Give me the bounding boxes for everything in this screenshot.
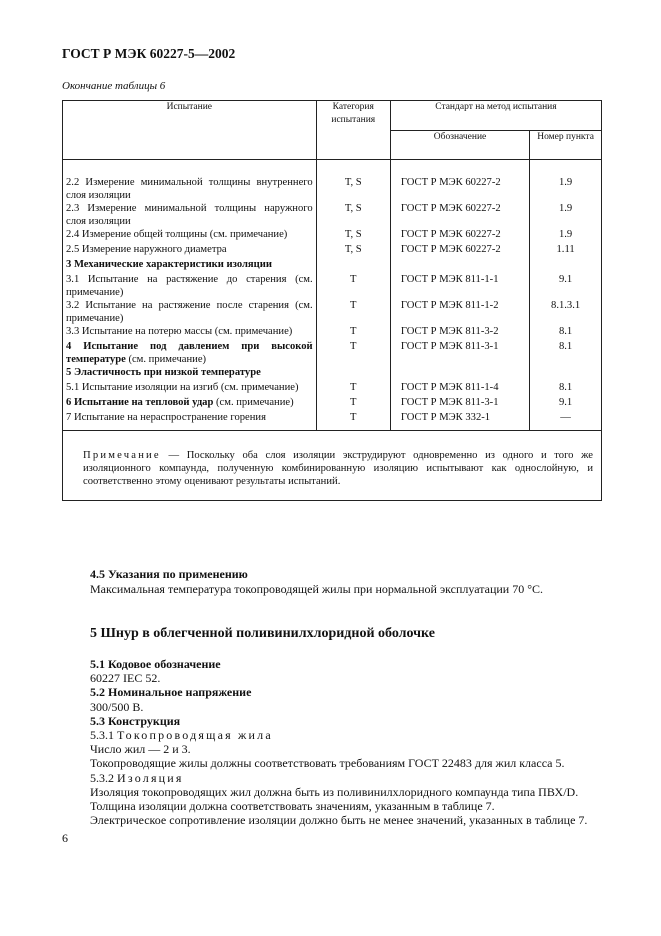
table-row xyxy=(63,381,602,396)
section-4-5 xyxy=(90,567,600,597)
cell-test: 5 Эластичность при низкой температуре xyxy=(63,366,317,381)
cell-clause: 8.1.3.1 xyxy=(530,299,602,325)
cell-test: 3.1 Испытание на растяжение до старения (см. примечание) xyxy=(63,273,317,299)
cell-test: 2.5 Измерение наружного диаметра xyxy=(63,243,317,258)
table-row xyxy=(63,228,602,243)
cell-test: 2.3 Измерение минимальной толщины наружного слоя изоляции xyxy=(63,202,317,228)
cell-test-bold: 6 Испытание на тепловой удар xyxy=(66,397,214,408)
document-header: ГОСТ Р МЭК 60227-5—2002 xyxy=(62,46,236,61)
section-4-5-title: 4.5 Указания по применению xyxy=(90,567,248,581)
cell-clause: 9.1 xyxy=(530,396,602,411)
h-5-3-1-num: 5.3.1 xyxy=(90,728,117,743)
cell-category: T xyxy=(316,273,390,299)
h-5-3-1 xyxy=(90,728,600,742)
table-body xyxy=(63,176,602,426)
header-category: Категория испытания xyxy=(316,101,390,160)
cell-clause: 8.1 xyxy=(530,381,602,396)
cell-category: T xyxy=(316,340,390,366)
cell-designation: ГОСТ Р МЭК 60227-2 xyxy=(390,176,529,202)
table-row xyxy=(63,396,602,411)
h-5-2: 5.2 Номинальное напряжение xyxy=(90,685,252,700)
cell-designation: ГОСТ Р МЭК 811-3-1 xyxy=(390,396,529,411)
cell-test: 3.3 Испытание на потерю массы (см. примечание) xyxy=(63,325,317,340)
cell-category xyxy=(316,366,390,381)
cell-test xyxy=(63,340,317,366)
table-row xyxy=(63,325,602,340)
cell-clause: 1.11 xyxy=(530,243,602,258)
cell-category: T xyxy=(316,299,390,325)
table-note xyxy=(63,431,602,501)
cell-clause: 1.9 xyxy=(530,202,602,228)
cell-test-rest: (см. примечание) xyxy=(125,354,207,365)
cell-designation xyxy=(390,258,529,273)
table-row xyxy=(63,340,602,366)
cell-test-bold: 4 Испытание под давлением при высокой температуре xyxy=(66,341,313,365)
t-5-1: 60227 IEC 52. xyxy=(90,671,161,686)
t-5-3-2-a: Изоляция токопроводящих жил должна быть из поливинилхлоридного компаунда типа ПВХ/D. xyxy=(90,784,579,799)
section-5-body xyxy=(90,657,600,827)
cell-test: 5.1 Испытание изоляции на изгиб (см. примечание) xyxy=(63,381,317,396)
t-5-3-2-b: Толщина изоляции должна соответствовать значениям, указанным в таблице 7. xyxy=(90,799,495,814)
test-table xyxy=(62,100,602,501)
cell-clause: 1.9 xyxy=(530,176,602,202)
table-row xyxy=(63,299,602,325)
header-standard: Стандарт на метод испытания xyxy=(390,101,601,131)
cell-designation: ГОСТ Р МЭК 811-1-1 xyxy=(390,273,529,299)
cell-category: T xyxy=(316,411,390,426)
header-test: Испытание xyxy=(63,101,317,160)
cell-clause: 9.1 xyxy=(530,273,602,299)
section-4-5-text: Максимальная температура токопроводящей жилы при нормальной эксплуатации 70 °С. xyxy=(90,582,544,596)
cell-test: 3 Механические характеристики изоляции xyxy=(63,258,317,273)
cell-designation: ГОСТ Р МЭК 811-1-4 xyxy=(390,381,529,396)
cell-designation: ГОСТ Р МЭК 811-3-2 xyxy=(390,325,529,340)
note-label: Примечание xyxy=(83,450,161,461)
note-text: — Поскольку оба слоя изоляции экструдируют одновременно из одного и того же изоляционного компаунда, полученную комбинированную изоляцию испытывают как однослойную, и соответственно этому оценивают результаты испытаний. xyxy=(83,450,593,487)
cell-category: T xyxy=(316,325,390,340)
t-5-3-1-a: Число жил — 2 и 3. xyxy=(90,742,191,757)
cell-designation: ГОСТ Р МЭК 60227-2 xyxy=(390,243,529,258)
cell-test: 2.2 Измерение минимальной толщины внутреннего слоя изоляции xyxy=(63,176,317,202)
table-row xyxy=(63,273,602,299)
cell-test: 2.4 Измерение общей толщины (см. примечание) xyxy=(63,228,317,243)
table-row xyxy=(63,366,602,381)
cell-clause: 8.1 xyxy=(530,340,602,366)
section-5-title: 5 Шнур в облегченной поливинилхлоридной оболочке xyxy=(90,626,435,641)
header-clause: Номер пункта xyxy=(530,131,602,160)
cell-clause: — xyxy=(530,411,602,426)
cell-category: T, S xyxy=(316,228,390,243)
cell-clause xyxy=(530,366,602,381)
table-row xyxy=(63,411,602,426)
cell-test: 7 Испытание на нераспространение горения xyxy=(63,411,317,426)
table-row xyxy=(63,258,602,273)
table-row xyxy=(63,202,602,228)
t-5-3-1-b: Токопроводящие жилы должны соответствовать требованиям ГОСТ 22483 для жил класса 5. xyxy=(90,756,565,771)
t-5-2: 300/500 В. xyxy=(90,699,144,714)
h-5-1: 5.1 Кодовое обозначение xyxy=(90,657,221,671)
table-row xyxy=(63,243,602,258)
cell-designation: ГОСТ Р МЭК 811-1-2 xyxy=(390,299,529,325)
cell-designation: ГОСТ Р МЭК 60227-2 xyxy=(390,228,529,243)
cell-designation: ГОСТ Р МЭК 60227-2 xyxy=(390,202,529,228)
cell-designation: ГОСТ Р МЭК 332-1 xyxy=(390,411,529,426)
cell-category: T, S xyxy=(316,243,390,258)
cell-category: T xyxy=(316,381,390,396)
cell-clause: 1.9 xyxy=(530,228,602,243)
h-5-3: 5.3 Конструкция xyxy=(90,713,181,728)
h-5-3-2-num: 5.3.2 xyxy=(90,770,117,785)
cell-category: T xyxy=(316,396,390,411)
table-row xyxy=(63,176,602,202)
h-5-3-2 xyxy=(90,771,600,785)
t-5-3-2-c: Электрическое сопротивление изоляции должно быть не менее значений, указанных в таблице 7. xyxy=(90,813,588,828)
cell-category: T, S xyxy=(316,202,390,228)
page-number: 6 xyxy=(62,831,68,845)
cell-designation: ГОСТ Р МЭК 811-3-1 xyxy=(390,340,529,366)
cell-designation xyxy=(390,366,529,381)
header-designation: Обозначение xyxy=(390,131,529,160)
table-continuation-label: Окончание таблицы 6 xyxy=(62,80,166,92)
cell-test-rest: (см. примечание) xyxy=(213,397,294,408)
cell-category: T, S xyxy=(316,176,390,202)
h-5-3-2-title: Изоляция xyxy=(117,770,184,785)
cell-clause xyxy=(530,258,602,273)
cell-category xyxy=(316,258,390,273)
cell-clause: 8.1 xyxy=(530,325,602,340)
cell-test xyxy=(63,396,317,411)
cell-test: 3.2 Испытание на растяжение после старения (см. примечание) xyxy=(63,299,317,325)
h-5-3-1-title: Токопроводящая жила xyxy=(117,728,273,743)
